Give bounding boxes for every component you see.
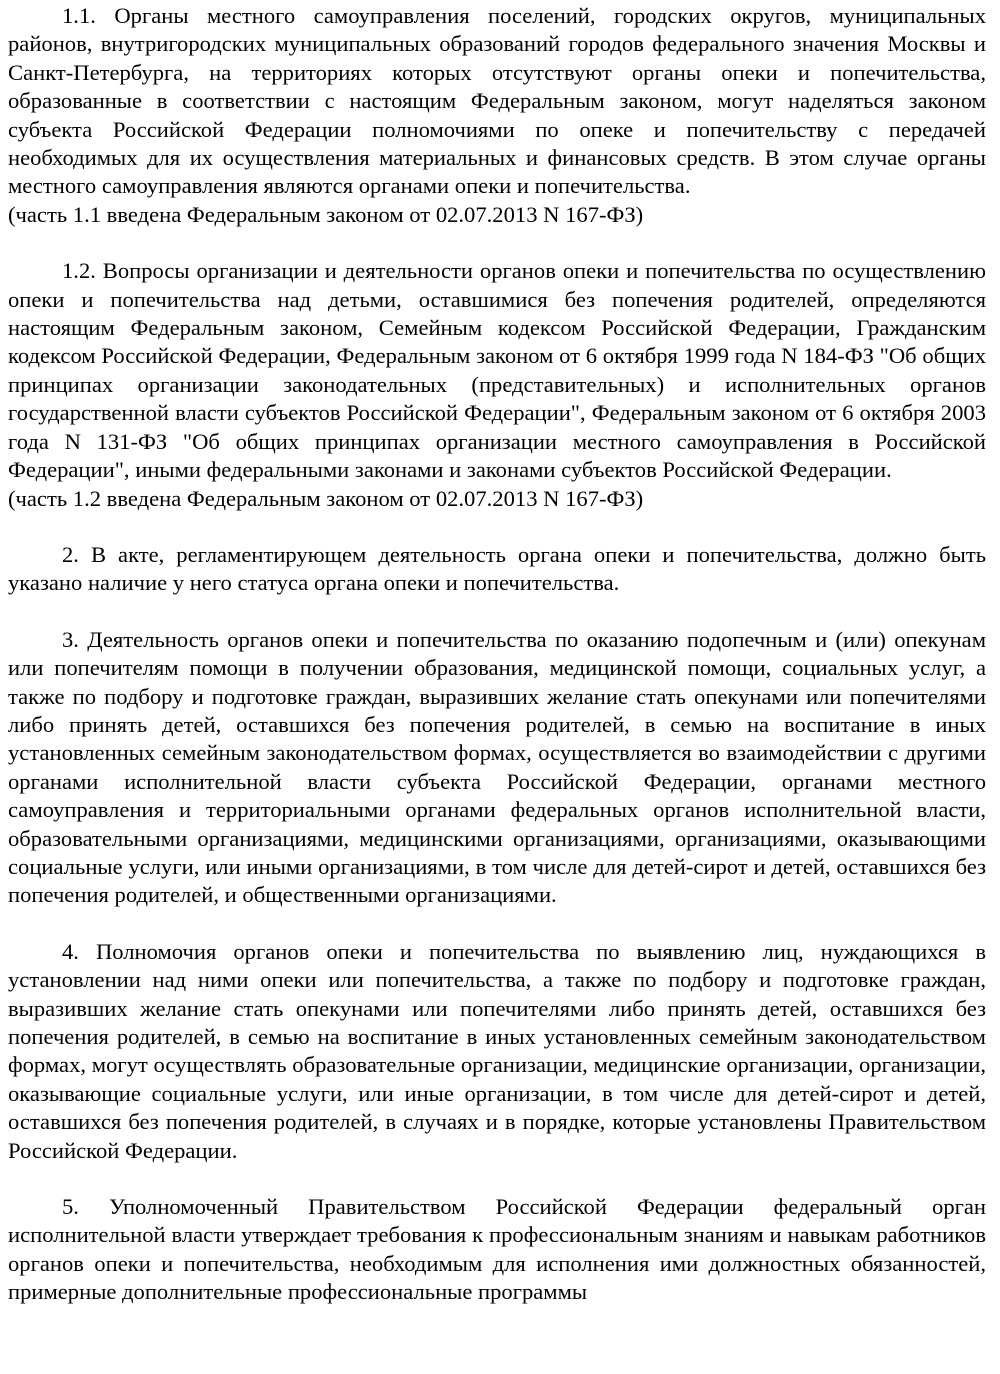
amendment-note-1-1: (часть 1.1 введена Федеральным законом от 02.07.2013 N 167-ФЗ): [8, 201, 644, 227]
paragraph-5: 5. Уполномоченный Правительством Российской Федерации федеральный орган исполнительной власти утверждает требования к профессиональным знаниям и навыкам работников органов опеки и попечительства, необходимым для исполнения ими должностных обязанностей, примерные дополнительные профессиональные программы: [8, 1194, 986, 1305]
paragraph-1-1: 1.1. Органы местного самоуправления поселений, городских округов, муниципальных районов, внутригородских муниципальных образований городов федерального значения Москвы и Санкт-Петербурга, на территориях которых отсутствуют органы опеки и попечительства, образованные в соответствии с настоящим Федеральным законом, могут наделяться законом субъекта Российской Федерации полномочиями по опеке и попечительству с передачей необходимых для их осуществления материальных и финансовых средств. В этом случае органы местного самоуправления являются органами опеки и попечительства.: [8, 3, 986, 199]
paragraph-2: 2. В акте, регламентирующем деятельность органа опеки и попечительства, должно быть указано наличие у него статуса органа опеки и попечительства.: [8, 541, 986, 596]
paragraph-1-2: 1.2. Вопросы организации и деятельности органов опеки и попечительства по осуществлению опеки и попечительства над детьми, оставшимися без попечения родителей, определяются настоящим Федеральным законом, Семейным кодексом Российской Федерации, Гражданским кодексом Российской Федерации, Федеральным законом от 6 октября 1999 года N 184-ФЗ "Об общих принципах организации законодательных (представительных) и исполнительных органов государственной власти субъектов Российской Федерации", Федеральным законом от 6 октября 2003 года N 131-ФЗ "Об общих принципах организации местного самоуправления в Российской Федерации", иными федеральными законами и законами субъектов Российской Федерации.: [8, 258, 986, 483]
paragraph-4: 4. Полномочия органов опеки и попечительства по выявлению лиц, нуждающихся в установлении над ними опеки или попечительства, а также по подбору и подготовке граждан, выразивших желание стать опекунами или попечителями либо принять детей, оставшихся без попечения родителей, в семью на воспитание в иных установленных семейным законодательством формах, могут осуществлять образовательные организации, медицинские организации, организации, оказывающие социальные услуги, или иные организации, в том числе для детей-сирот и детей, оставшихся без попечения родителей, в случаях и в порядке, которые установлены Правительством Российской Федерации.: [8, 938, 986, 1163]
paragraph-3: 3. Деятельность органов опеки и попечительства по оказанию подопечным и (или) опекунам или попечителям помощи в получении образования, медицинской помощи, социальных услуг, а также по подбору и подготовке граждан, выразивших желание стать опекунами или попечителями либо принять детей, оставшихся без попечения родителей, в семью на воспитание в иных установленных семейным законодательством формах, осуществляется во взаимодействии с другими органами исполнительной власти субъекта Российской Федерации, органами местного самоуправления и территориальными органами федеральных органов исполнительной власти, образовательными организациями, медицинскими организациями, организациями, оказывающими социальные услуги, или иными организациями, в том числе для детей-сирот и детей, оставшихся без попечения родителей, и общественными организациями.: [8, 626, 986, 908]
amendment-note-1-2: (часть 1.2 введена Федеральным законом от 02.07.2013 N 167-ФЗ): [8, 485, 644, 511]
